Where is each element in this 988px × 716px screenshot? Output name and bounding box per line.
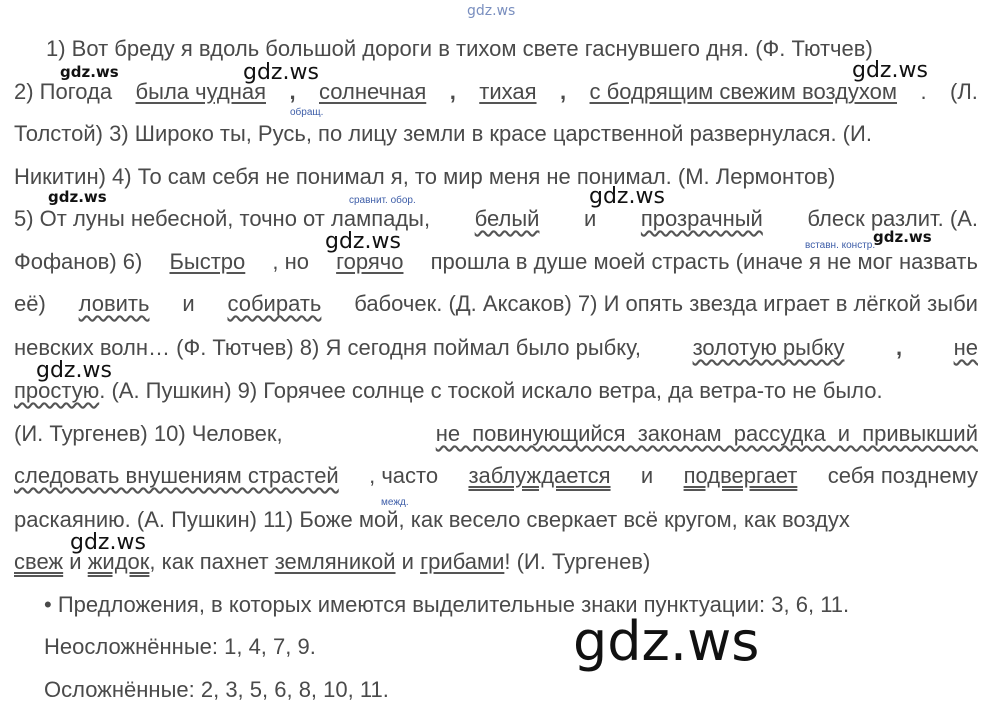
- text-fragment: её): [14, 291, 46, 316]
- object-wavy: не: [953, 335, 978, 360]
- text-line-7: [14, 291, 978, 317]
- text-fragment: (Л.: [950, 79, 978, 104]
- note-mezhd: межд.: [381, 497, 409, 508]
- text-line-1: 1) Вот бреду я вдоль большой дороги в тихом свете гаснувшего дня. (Ф. Тютчев): [46, 36, 873, 61]
- text-fragment: и: [69, 549, 82, 574]
- attribute-wavy: прозрачный: [640, 206, 763, 231]
- note-obrasch: обращ.: [290, 107, 324, 118]
- summary-simple: Неосложнённые: 1, 4, 7, 9.: [44, 634, 316, 659]
- punct: .: [920, 79, 927, 104]
- watermark: gdz.ws: [36, 358, 112, 383]
- text-line-11: [14, 463, 978, 489]
- text-fragment: и: [640, 463, 654, 488]
- text-fragment: , часто: [369, 463, 439, 488]
- watermark: gdz.ws: [60, 63, 119, 81]
- text-fragment: (И. Тургенев) 10) Человек,: [14, 421, 283, 446]
- text-line-6: [14, 249, 978, 275]
- text-line-3: [14, 121, 978, 147]
- text-fragment: , по лицу земли в красе царственной развернулася. (И.: [305, 121, 872, 146]
- text-fragment: себя позднему: [827, 463, 978, 488]
- object-wavy: собирать: [227, 291, 322, 316]
- punct: ,: [289, 79, 296, 104]
- text-fragment: и: [584, 206, 597, 231]
- note-vstavn: вставн. констр.: [805, 240, 876, 251]
- text-fragment: , но: [272, 249, 309, 274]
- text-fragment: . (А. Пушкин) 9) Горячее солнце с тоской искало ветра, да ветра-то не было.: [99, 378, 883, 403]
- text-fragment: 2) Погода: [14, 79, 113, 104]
- predicate-double-underlined: свеж: [14, 549, 64, 574]
- object-wavy: простую: [14, 378, 100, 403]
- object-wavy: золотую рыбку: [692, 335, 845, 360]
- adverbial-underlined: Быстро: [169, 249, 246, 274]
- text-fragment: , как пахнет: [149, 549, 269, 574]
- text-fragment: и: [401, 549, 414, 574]
- note-sravnit: сравнит. обор.: [349, 195, 416, 206]
- watermark-top: gdz.ws: [467, 3, 516, 19]
- text-fragment: 5) От луны небесной, точно от лампады,: [14, 206, 431, 231]
- watermark-large: gdz.ws: [573, 610, 760, 673]
- text-fragment: бабочек. (Д. Аксаков) 7) И опять звезда играет в лёгкой зыби: [354, 291, 978, 316]
- text-line-12: раскаянию. (А. Пушкин) 11) Боже мой, как весело сверкает всё кругом, как воздух: [14, 507, 850, 532]
- watermark: gdz.ws: [48, 188, 107, 206]
- text-fragment: Толстой) 3) Широко ты,: [14, 121, 252, 146]
- subject-underlined: грибами: [420, 549, 505, 574]
- text-line-8: [14, 335, 978, 361]
- text-fragment: Фофанов) 6): [14, 249, 143, 274]
- text-fragment: и: [182, 291, 195, 316]
- predicate-double-underlined: жидок: [87, 549, 150, 574]
- text-fragment: прошла в душе моей страсть (иначе я не мог назвать: [430, 249, 978, 274]
- attribute-wavy: следовать внушениям страстей: [14, 463, 339, 488]
- attribute-wavy: белый: [474, 206, 540, 231]
- text-line-13: [14, 549, 978, 575]
- predicate-underlined: солнечная: [319, 79, 427, 104]
- watermark: gdz.ws: [70, 530, 146, 555]
- predicate-double-underlined: заблуждается: [468, 463, 611, 488]
- punct: ,: [895, 335, 903, 360]
- predicate-underlined: тихая: [479, 79, 537, 104]
- summary-complicated: Осложнённые: 2, 3, 5, 6, 8, 10, 11.: [44, 677, 389, 702]
- text-line-2: [14, 79, 978, 105]
- subject-underlined: земляникой: [274, 549, 396, 574]
- attribute-wavy: не повинующийся законам рассудка и привыкший: [435, 421, 978, 446]
- text-fragment: ! (И. Тургенев): [504, 549, 651, 574]
- watermark: gdz.ws: [873, 228, 932, 246]
- text-fragment: Русь: [257, 121, 306, 146]
- text-line-5: [14, 206, 978, 232]
- text-fragment: блеск разлит. (А.: [807, 206, 978, 231]
- text-line-9: [14, 378, 978, 404]
- punct: ,: [559, 79, 567, 104]
- watermark: gdz.ws: [589, 184, 665, 209]
- watermark: gdz.ws: [325, 229, 401, 254]
- watermark: gdz.ws: [852, 58, 928, 83]
- predicate-underlined: с бодрящим свежим воздухом: [589, 79, 898, 104]
- text-line-10: [14, 421, 978, 447]
- watermark: gdz.ws: [243, 60, 319, 85]
- text-line-4: Никитин) 4) То сам себя не понимал я, то мир меня не понимал. (М. Лермонтов): [14, 164, 836, 189]
- predicate-double-underlined: подвергает: [683, 463, 798, 488]
- summary-marked: • Предложения, в которых имеются выделительные знаки пунктуации: 3, 6, 11.: [44, 592, 850, 617]
- punct: ,: [449, 79, 456, 104]
- predicate-underlined: была чудная: [135, 79, 266, 104]
- text-fragment: невских волн… (Ф. Тютчев) 8) Я сегодня поймал было рыбку,: [14, 335, 642, 360]
- adverbial-underlined: горячо: [336, 249, 404, 274]
- object-wavy: ловить: [78, 291, 150, 316]
